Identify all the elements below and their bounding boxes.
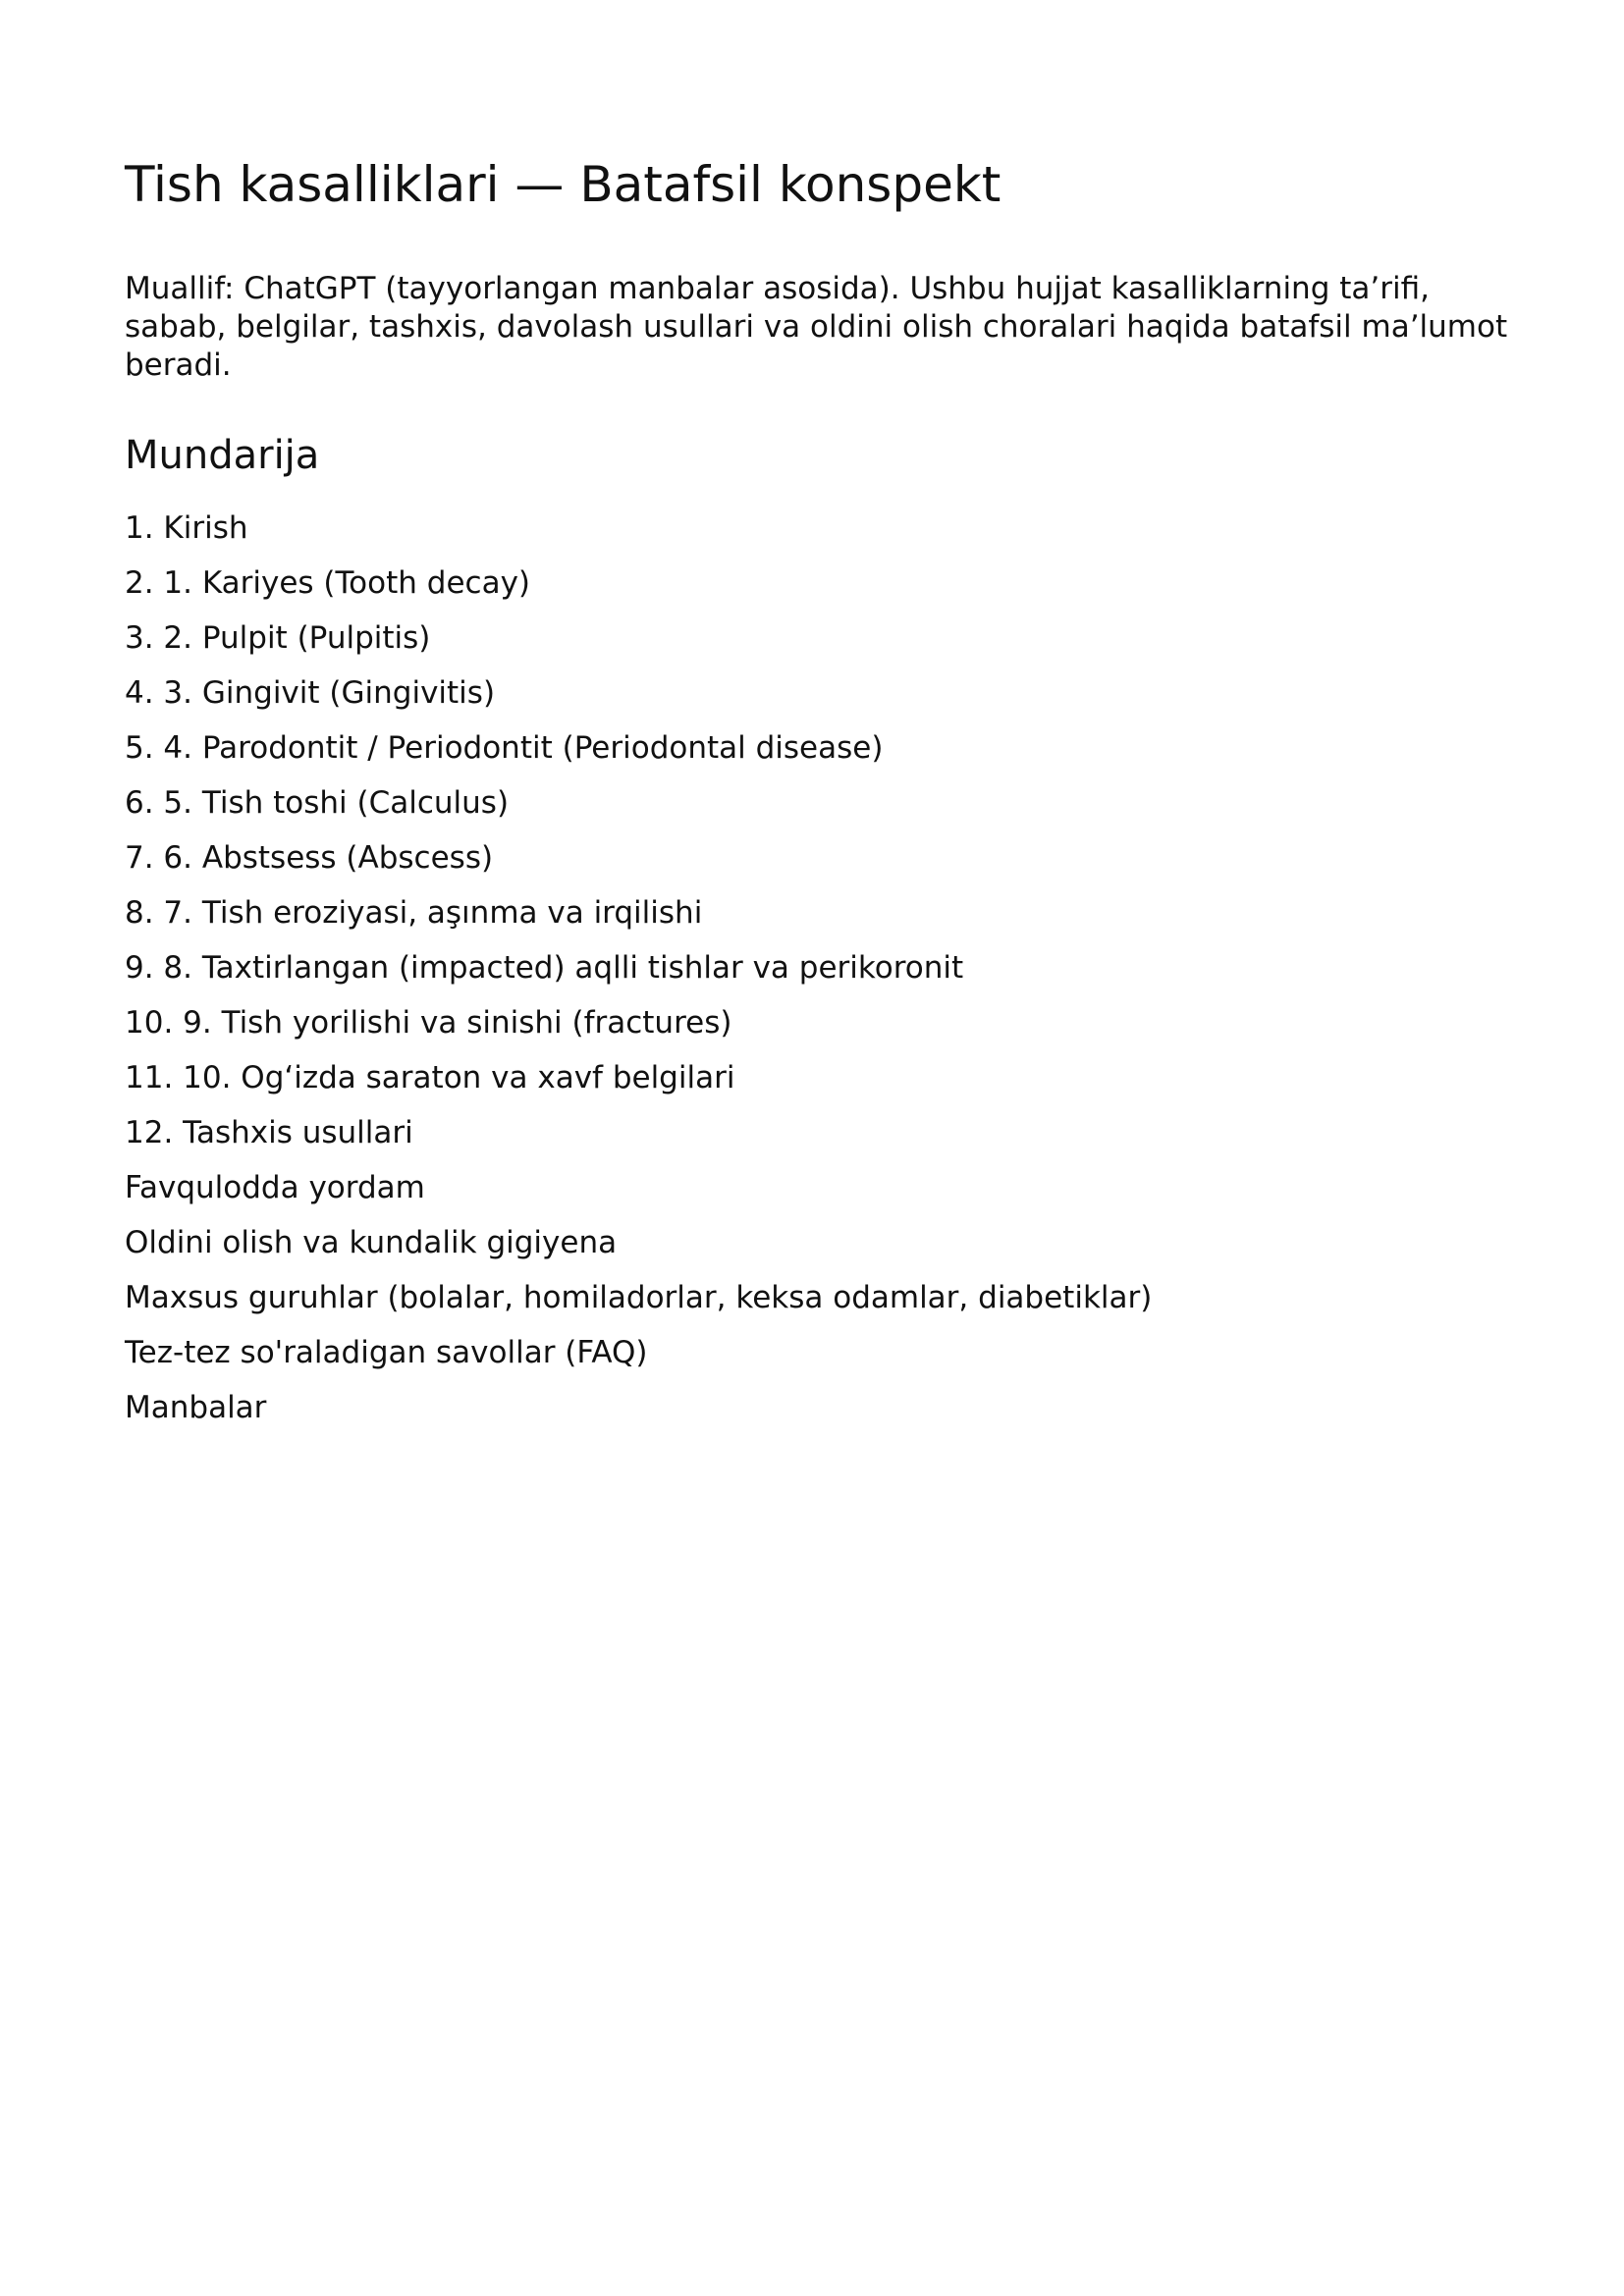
toc-item: Manbalar bbox=[125, 1390, 267, 1425]
author-intro-paragraph: Muallif: ChatGPT (tayyorlangan manbalar asosida). Ushbu hujjat kasalliklarning ta’rifi, sabab, belgilar, tashxis, davolash usullari va oldini olish choralari haqida batafsil ma’lumot beradi. bbox=[125, 271, 1508, 383]
table-of-contents-list bbox=[125, 501, 1152, 1435]
toc-item: Tez-tez so'raladigan savollar (FAQ) bbox=[125, 1335, 648, 1370]
toc-item: 12. Tashxis usullari bbox=[125, 1115, 413, 1150]
document-title: Tish kasalliklari — Batafsil konspekt bbox=[125, 156, 1001, 213]
toc-item: 4. 3. Gingivit (Gingivitis) bbox=[125, 675, 496, 711]
toc-item: 6. 5. Tish toshi (Calculus) bbox=[125, 785, 510, 821]
table-of-contents-heading: Mundarija bbox=[125, 433, 320, 478]
toc-item: Favqulodda yordam bbox=[125, 1170, 425, 1205]
toc-item: 5. 4. Parodontit / Periodontit (Periodontal disease) bbox=[125, 730, 884, 766]
toc-item: 1. Kirish bbox=[125, 510, 248, 546]
toc-item: 3. 2. Pulpit (Pulpitis) bbox=[125, 620, 431, 656]
toc-item: 8. 7. Tish eroziyasi, aşınma va irqilishi bbox=[125, 895, 703, 931]
toc-item: 11. 10. Og‘izda saraton va xavf belgilari bbox=[125, 1060, 735, 1095]
toc-item: Maxsus guruhlar (bolalar, homiladorlar, keksa odamlar, diabetiklar) bbox=[125, 1280, 1153, 1315]
toc-item: 10. 9. Tish yorilishi va sinishi (fractures) bbox=[125, 1005, 732, 1041]
toc-item: 2. 1. Kariyes (Tooth decay) bbox=[125, 565, 531, 601]
toc-item: 9. 8. Taxtirlangan (impacted) aqlli tishlar va perikoronit bbox=[125, 950, 964, 986]
toc-item: 7. 6. Abstsess (Abscess) bbox=[125, 840, 494, 876]
toc-item: Oldini olish va kundalik gigiyena bbox=[125, 1225, 618, 1260]
